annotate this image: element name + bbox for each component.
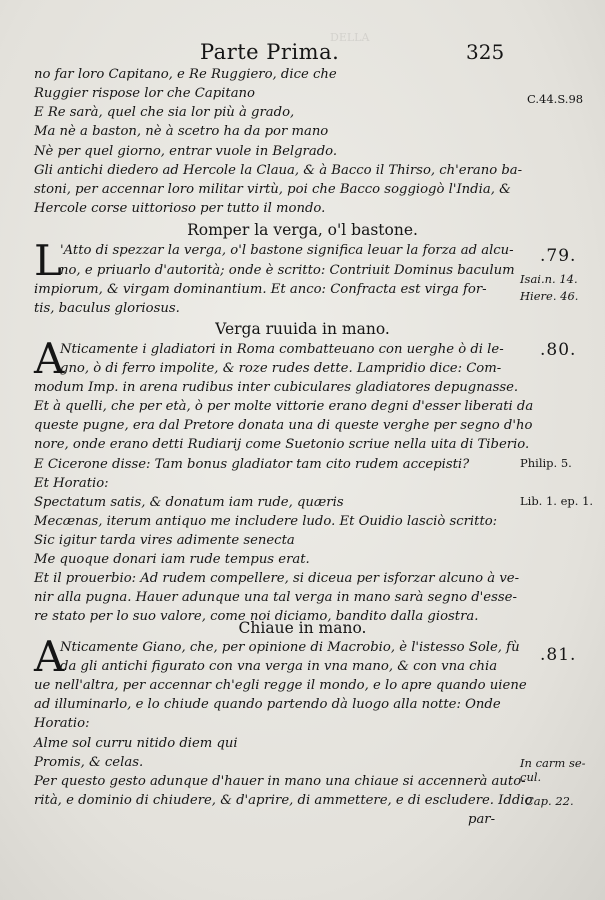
text-line: E Cicerone disse: Tam bonus gladiator tam cito rudem accepisti? xyxy=(34,457,470,472)
text-line: Nè per quel giorno, entrar vuole in Belgrado. xyxy=(34,144,338,159)
page-number: 325 xyxy=(466,40,505,64)
margin-citation: Cap. 22. xyxy=(525,794,574,808)
text-line: re stato per lo suo valore, come noi diciamo, bandito dalla giostra. xyxy=(34,609,479,624)
margin-citation: cul. xyxy=(520,770,542,784)
text-line: Ruggier rispose lor che Capitano xyxy=(34,86,255,101)
text-line: Sic igitur tarda vires adimente senecta xyxy=(34,533,295,548)
running-title: Parte Prima. xyxy=(200,40,340,64)
text-line: da gli antichi figurato con vna verga in vna mano, & con vna chia xyxy=(60,659,498,674)
text-line: Nticamente Giano, che, per opinione di Macrobio, è l'istesso Sole, fù xyxy=(60,640,520,655)
text-line: Et Horatio: xyxy=(34,476,109,491)
text-line: nir alla pugna. Hauer adunque una tal verga in mano sarà segno d'esse- xyxy=(34,590,517,605)
text-line: impiorum, & virgam dominantium. Et anco: Confracta est virga for- xyxy=(34,282,487,297)
text-line: rità, e dominio di chiudere, & d'aprire, di ammettere, e di escludere. Iddio xyxy=(34,793,533,808)
text-line: stoni, per accennar loro militar virtù, poi che Bacco soggiogò l'India, & xyxy=(34,182,511,197)
text-line: ue nell'altra, per accennar ch'egli regge il mondo, e lo apre quando uiene xyxy=(34,678,527,693)
text-line: Horatio: xyxy=(34,716,90,731)
text-line: 'Atto di spezzar la verga, o'l bastone significa leuar la forza ad alcu- xyxy=(60,243,514,258)
text-line: Per questo gesto adunque d'hauer in mano una chiaue si accennerà auto- xyxy=(34,774,526,789)
text-line: gno, ò di ferro impolite, & roze rudes dette. Lampridio dice: Com- xyxy=(60,361,502,376)
bleed-through-text: DELLA xyxy=(330,31,370,44)
margin-number: .80. xyxy=(540,340,577,360)
margin-number: .81. xyxy=(540,645,577,665)
margin-citation: Lib. 1. ep. 1. xyxy=(520,494,594,508)
text-line: tis, baculus gloriosus. xyxy=(34,301,180,316)
text-line: modum Imp. in arena rudibus inter cubiculares gladiatores depugnasse. xyxy=(34,380,519,395)
text-line: Nticamente i gladiatori in Roma combatteuano con uerghe ò di le- xyxy=(60,342,504,357)
text-line: queste pugne, era dal Pretore donata una di queste verghe per segno d'ho xyxy=(34,418,533,433)
text-line: Ma nè a baston, nè à scetro ha da por mano xyxy=(34,124,329,139)
section-heading: Verga ruuida in mano. xyxy=(215,320,390,338)
text-line: Me quoque donari iam rude tempus erat. xyxy=(34,552,310,567)
text-line: Spectatum satis, & donatum iam rude, quæris xyxy=(34,495,344,510)
text-line: Et il prouerbio: Ad rudem compellere, si diceua per isforzar alcuno à ve- xyxy=(34,571,520,586)
margin-citation: Hiere. 46. xyxy=(520,289,579,303)
page-header xyxy=(0,36,605,66)
text-line: Hercole corse uittorioso per tutto il mondo. xyxy=(34,201,326,216)
margin-citation: In carm se- xyxy=(520,756,586,770)
text-line: Et à quelli, che per età, ò per molte vittorie erano degni d'esser liberati da xyxy=(34,399,534,414)
section-heading: Chiaue in mano. xyxy=(238,619,367,637)
text-line: Alme sol curru nitido diem qui xyxy=(34,736,238,751)
catchword: par- xyxy=(468,812,496,827)
text-line: E Re sarà, quel che sia lor più à grado, xyxy=(34,105,295,120)
text-line: no far loro Capitano, e Re Ruggiero, dice che xyxy=(34,67,337,82)
text-line: ad illuminarlo, e lo chiude quando partendo dà luogo alla notte: Onde xyxy=(34,697,501,712)
text-line: Promis, & celas. xyxy=(34,755,144,770)
text-line: Gli antichi diedero ad Hercole la Claua, & à Bacco il Thirso, ch'erano ba- xyxy=(34,163,523,178)
margin-citation: Philip. 5. xyxy=(520,456,572,470)
text-line: nore, onde erano detti Rudiarij come Suetonio scriue nella uita di Tiberio. xyxy=(34,437,530,452)
margin-citation: Isai.n. 14. xyxy=(520,272,578,286)
margin-citation: C.44.S.98 xyxy=(527,92,584,106)
drop-cap: A xyxy=(34,334,65,383)
text-line: no, e priuarlo d'autorità; onde è scritto: Contriuit Dominus baculum xyxy=(60,263,515,278)
section-heading: Romper la verga, o'l bastone. xyxy=(187,221,418,239)
margin-number: .79. xyxy=(540,246,577,266)
drop-cap: L xyxy=(34,236,62,285)
text-line: Mecænas, iterum antiquo me includere ludo. Et Ouidio lasciò scritto: xyxy=(34,514,498,529)
drop-cap: A xyxy=(34,632,65,681)
